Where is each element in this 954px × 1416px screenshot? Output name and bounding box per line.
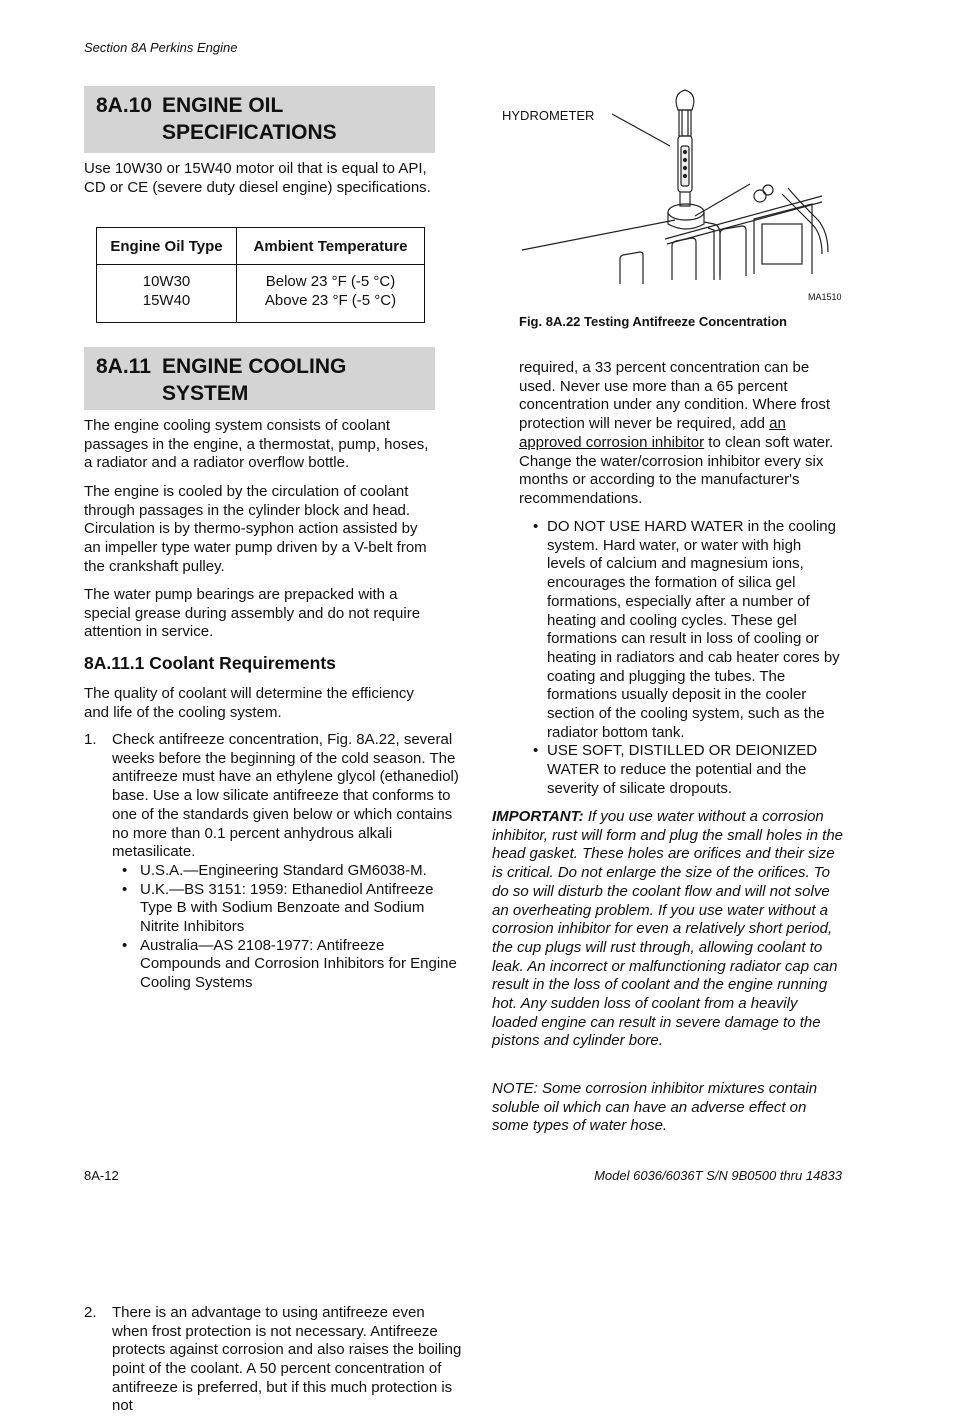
cooling-paragraph-1: The engine cooling system consists of coolant passages in the engine, a thermostat, pump, hoses, a radiator and a radiator overflow bottle. (84, 417, 429, 472)
table-header-ambient-temp: Ambient Temperature (237, 228, 425, 265)
list-item: • Australia—AS 2108-1977: Antifreeze Compounds and Corrosion Inhibitors for Engine Cooling Systems (122, 936, 457, 992)
coolant-requirements-heading: 8A.11.1 Coolant Requirements (84, 653, 336, 673)
cooling-system-heading (84, 347, 435, 410)
list-item: • DO NOT USE HARD WATER in the cooling system. Hard water, or water with high levels of calcium and magnesium ions, encourages the formation of silica gel formations, especially after a number of heating and cooling cycles. These gel formations can result in loss of cooling or heating in radiators and cab heater cores by coating and plugging the tubes. The formations usually deposit in the cooler section of the cooling system, such as the radiator bottom tank. (533, 518, 840, 741)
section-header: Section 8A Perkins Engine (84, 40, 238, 55)
hydrometer-label: HYDROMETER (502, 108, 595, 123)
coolant-intro: The quality of coolant will determine the efficiency and life of the cooling system. (84, 685, 414, 721)
oil-spec-table (96, 227, 425, 323)
bullet-icon: • (533, 742, 539, 760)
item-number: 2. (84, 1303, 97, 1321)
figure-code: MA1510 (808, 292, 842, 302)
bullet-icon: • (122, 936, 128, 954)
table-cell-oil-types: 10W30 15W40 (97, 265, 237, 323)
oil-spec-title-line2: SPECIFICATIONS (162, 121, 337, 144)
table-header-oil-type: Engine Oil Type (97, 228, 237, 265)
page-number: 8A-12 (84, 1168, 119, 1183)
item-2-text: There is an advantage to using antifreeze even when frost protection is not necessary. Antifreeze protects against corrosion and also raises the boiling point of the coolant. A 50 percent concentration of antifreeze is preferred, but if this much protection is not (112, 1303, 462, 1415)
figure-caption: Fig. 8A.22 Testing Antifreeze Concentration (519, 314, 787, 329)
note-text: NOTE: Some corrosion inhibitor mixtures contain soluble oil which can have an adverse effect on some types of water hose. (492, 1080, 818, 1135)
bullet-icon: • (122, 861, 128, 879)
bullet-icon: • (122, 880, 128, 898)
cooling-title-line2: SYSTEM (162, 382, 249, 405)
important-notice (492, 808, 844, 1051)
item-1-text: Check antifreeze concentration, Fig. 8A.22, several weeks before the beginning of the cold season. The antifreeze must have an ethylene glycol (ethanediol) base. Use a low silicate antifreeze that conforms to one of the standards given below or which contains no more than 0.1 percent anhydrous alkali metasilicate. (112, 731, 459, 861)
coolant-item-1 (84, 731, 464, 993)
oil-spec-title-line1: ENGINE OIL (162, 94, 284, 117)
list-item: • USE SOFT, DISTILLED OR DEIONIZED WATER to reduce the potential and the severity of silicate dropouts. (533, 742, 818, 797)
oil-spec-intro: Use 10W30 or 15W40 motor oil that is equal to API, CD or CE (severe duty diesel engine) specifications. (84, 160, 431, 196)
oil-spec-number: 8A.10 (96, 94, 153, 117)
standards-list (112, 862, 464, 993)
item-number: 1. (84, 731, 97, 748)
model-footer: Model 6036/6036T S/N 9B0500 thru 14833 (594, 1168, 842, 1183)
cooling-paragraph-3: The water pump bearings are prepacked with a special grease during assembly and do not require attention in service. (84, 586, 421, 641)
table-cell-temps: Below 23 °F (-5 °C) Above 23 °F (-5 °C) (237, 265, 425, 323)
hydrometer-figure (492, 84, 848, 306)
list-item: • U.S.A.—Engineering Standard GM6038-M. (122, 861, 427, 879)
bullet-icon: • (533, 518, 539, 535)
important-text: If you use water without a corrosion inhibitor, rust will form and plug the small holes in the head gasket. These holes are orifices and their size is critical. Do not enlarge the size of the orifices. To do so will disturb the coolant flow and will not solve an overheating problem. If you use water without a corrosion inhibitor for even a relatively short period, the cup plugs will rust through, allowing coolant to leak. An incorrect or malfunctioning radiator cap can result in the loss of coolant and the engine running hot. Any sudden loss of coolant from a heavily loaded engine can result in severe damage to the pistons and cylinder bore. (492, 808, 844, 1050)
water-bullets (519, 518, 841, 799)
cooling-title-line1: ENGINE COOLING (162, 355, 347, 378)
coolant-item-2 (84, 1304, 464, 1416)
oil-spec-heading (84, 86, 435, 153)
list-item: • U.K.—BS 3151: 1959: Ethanediol Antifreeze Type B with Sodium Benzoate and Sodium Nitrite Inhibitors (122, 880, 434, 936)
important-label: IMPORTANT: (492, 808, 584, 825)
coolant-continued: required, a 33 percent concentration can be used. Never use more than a 65 percent concentration under any condition. Where frost protection will never be required, add an approved corrosion inhibitor to clean soft water. Change the water/corrosion inhibitor every six months or according to the manufacturer's recommendations. (519, 359, 834, 507)
table-row (97, 265, 425, 323)
corrosion-inhibitor-link: an approved corrosion inhibitor (519, 415, 786, 451)
cooling-paragraph-2: The engine is cooled by the circulation of coolant through passages in the cylinder block and head. Circulation is by thermo-syphon action assisted by an impeller type water pump driven by a V-belt from the crankshaft pulley. (84, 483, 427, 575)
cooling-system-number: 8A.11 (96, 355, 151, 378)
